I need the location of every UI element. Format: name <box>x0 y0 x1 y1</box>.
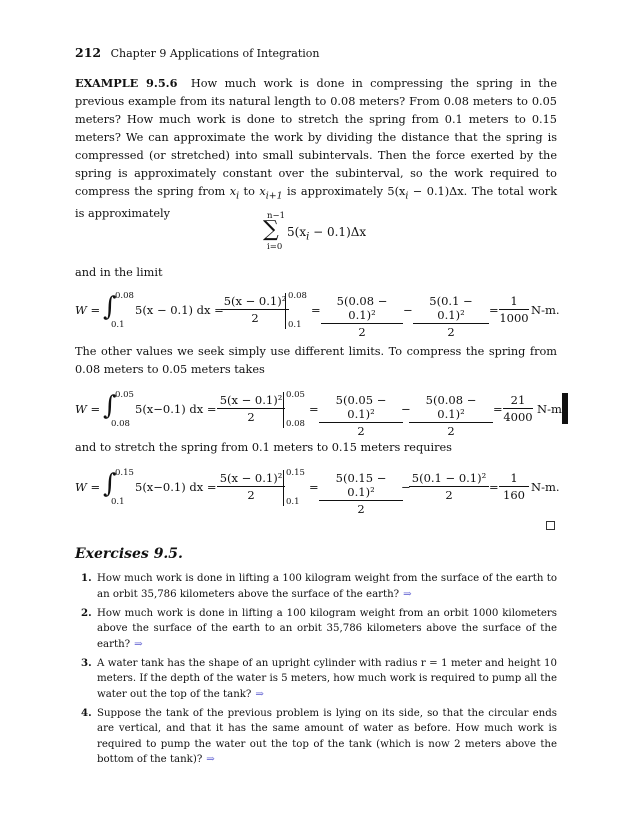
unit-label: N-m <box>537 402 562 416</box>
sum-body: $5(x_i - 0.1)\Delta x$ <box>287 225 367 243</box>
unit-label: N-m. <box>531 480 560 494</box>
w-label: W = <box>75 480 101 494</box>
exercise-list <box>75 571 557 771</box>
equals-sign: = <box>489 480 499 494</box>
example-title: EXAMPLE 9.5.6 <box>75 76 178 90</box>
var-xi: $x_i$ <box>229 185 240 202</box>
result-fraction: 1 160 <box>499 471 529 502</box>
answer-link-icon[interactable]: ⇒ <box>403 588 412 600</box>
exercise-text: How much work is done in lifting a 100 kilogram weight from the surface of the earth to an orbit 35,786 kilometers above the surface of the earth? <box>97 573 557 600</box>
sum-lower-limit: i=0 <box>267 242 283 252</box>
margin-marker <box>562 393 568 424</box>
antiderivative-fraction: 5(x − 0.1)² 2 <box>221 294 289 325</box>
approx-expression: $5(x_i - 0.1)\Delta x$. The total work is approximately <box>75 185 558 221</box>
integrand: 5(x − 0.1) dx = <box>135 303 224 317</box>
exercise-item <box>75 571 557 602</box>
lower-eval-fraction: 5(0.1 − 0.1)² 2 <box>409 471 489 502</box>
answer-link-icon[interactable]: ⇒ <box>206 754 215 765</box>
upper-limit: 0.15 <box>115 468 134 478</box>
stretch-text: and to stretch the spring from 0.1 meters to 0.15 meters requires <box>75 441 452 454</box>
work-equation-1 <box>75 291 565 341</box>
equals-sign: = <box>311 303 321 317</box>
evaluation-bar <box>285 293 286 329</box>
exercise-text: How much work is done in lifting a 100 kilogram weight from an orbit 1000 kilometers above the surface of the earth to an orbit 35,786 kilometers above the surface of the earth? <box>97 607 557 650</box>
integrand: 5(x−0.1) dx = <box>135 402 217 416</box>
minus-sign: − <box>403 303 413 317</box>
exercise-item <box>75 706 557 768</box>
exercise-number: 2. <box>81 606 92 619</box>
exercises-heading: Exercises 9.5. <box>75 546 183 562</box>
lower-eval-fraction: 5(0.08 − 0.1)² 2 <box>409 393 493 438</box>
page-number: 212 <box>75 45 102 60</box>
antiderivative-fraction: 5(x − 0.1)² 2 <box>217 471 285 502</box>
exercise-number: 3. <box>81 656 92 669</box>
eval-lower: 0.1 <box>286 497 300 507</box>
to-word: to <box>243 185 255 198</box>
antiderivative-fraction: 5(x − 0.1)² 2 <box>217 393 285 424</box>
eval-lower: 0.08 <box>286 419 305 429</box>
upper-eval-fraction: 5(0.15 − 0.1)² 2 <box>319 471 403 516</box>
integrand: 5(x−0.1) dx = <box>135 480 217 494</box>
w-label: W = <box>75 303 101 317</box>
eval-upper: 0.15 <box>286 468 305 478</box>
integral-sign: ∫ <box>103 292 117 322</box>
limit-text: and in the limit <box>75 266 163 279</box>
answer-link-icon[interactable]: ⇒ <box>255 688 264 700</box>
equals-sign: = <box>309 480 319 494</box>
integral-sign: ∫ <box>103 391 117 421</box>
equals-sign: = <box>489 303 499 317</box>
minus-sign: − <box>401 402 411 416</box>
exercise-text: Suppose the tank of the previous problem is lying on its side, so that the circular ends are vertical, and that it has the same amount of water as before. How much work is required to pump the water out the top of the tank (which is now 2 meters above the bottom of the tank)? <box>97 707 557 765</box>
example-intro: How much work is done in compressing the spring in the previous example from its natural length to 0.08 meters? From 0.08 meters to 0.05 meters? How much work is done to stretch the spring from 0.1 meters to 0.15 meters? We can approximate the work by dividing the distance that the spring is compressed (or stretched) into small subintervals. Then the force exerted by the spring is approximately constant over the subinterval, so the work required to compress the spring from <box>75 77 558 198</box>
equals-sign: = <box>493 402 503 416</box>
unit-label: N-m. <box>531 303 560 317</box>
evaluation-bar <box>283 470 284 506</box>
riemann-sum <box>255 213 395 253</box>
exercise-number: 1. <box>81 572 92 584</box>
qed-box <box>546 521 555 530</box>
upper-eval-fraction: 5(0.08 − 0.1)² 2 <box>321 294 403 339</box>
lower-eval-fraction: 5(0.1 − 0.1)² 2 <box>413 294 489 339</box>
eval-upper: 0.08 <box>288 291 307 301</box>
exercise-number: 4. <box>81 706 92 719</box>
running-header <box>75 45 320 60</box>
work-equation-2 <box>75 390 565 440</box>
other-values-text: The other values we seek simply use different limits. To compress the spring from 0.08 meters to 0.05 meters takes <box>75 345 557 376</box>
example-paragraph <box>75 74 557 223</box>
lower-limit: 0.08 <box>111 419 130 429</box>
sigma-symbol: ∑ <box>263 217 279 242</box>
integral-sign: ∫ <box>103 469 117 499</box>
approx-word: is approximately <box>287 185 383 198</box>
result-fraction: 21 4000 <box>503 393 533 424</box>
work-equation-3 <box>75 468 565 518</box>
var-xi1: $x_{i+1}$ <box>259 185 283 202</box>
chapter-title: Chapter 9 Applications of Integration <box>110 47 320 60</box>
upper-limit: 0.08 <box>115 291 134 301</box>
minus-sign: − <box>401 480 411 494</box>
eval-lower: 0.1 <box>288 320 302 330</box>
exercise-item <box>75 656 557 703</box>
upper-limit: 0.05 <box>115 390 134 400</box>
sum-upper-limit: n−1 <box>267 211 286 221</box>
evaluation-bar <box>283 392 284 428</box>
eval-upper: 0.05 <box>286 390 305 400</box>
lower-limit: 0.1 <box>111 320 125 330</box>
w-label: W = <box>75 402 101 416</box>
result-fraction: 1 1000 <box>499 294 529 325</box>
equals-sign: = <box>309 402 319 416</box>
exercise-text: A water tank has the shape of an upright cylinder with radius r = 1 meter and height 10 meters. If the depth of the water is 5 meters, how much work is required to pump all the water out the top of the tank? <box>97 657 557 700</box>
upper-eval-fraction: 5(0.05 − 0.1)² 2 <box>319 393 403 438</box>
answer-link-icon[interactable]: ⇒ <box>134 638 143 650</box>
lower-limit: 0.1 <box>111 497 125 507</box>
exercise-item <box>75 606 557 653</box>
